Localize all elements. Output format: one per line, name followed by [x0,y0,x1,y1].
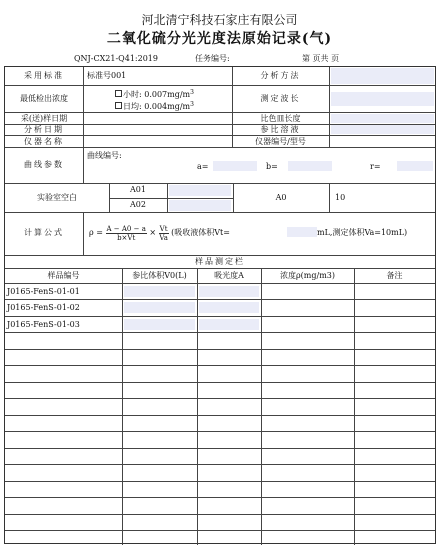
detection-limit-label: 最低检出浓度 [20,94,68,103]
record-sheet [4,66,436,544]
cuvette-field[interactable] [331,114,434,123]
a01-label: A01 [130,185,146,194]
sample-id: J0165-FenS-01-03 [7,320,80,329]
curve-r-field[interactable] [397,161,433,171]
analysis-date-label: 分析日期 [24,125,64,134]
hourly-checkbox[interactable] [115,90,122,97]
formula-note-end: mL,测定体积Va=10mL) [317,228,408,237]
col-header-remarks: 备注 [386,271,403,280]
analysis-method-label: 分析方法 [260,71,301,80]
curve-params-label: 曲线参数 [24,160,64,169]
limit-hourly: 小时: $0.007mg/m^3$ [115,88,194,100]
formula [89,219,230,247]
curve-r-label: r= [370,162,381,171]
a01-field[interactable] [169,185,231,196]
sample-id: J0165-FenS-01-02 [7,303,80,312]
method-standard-label: 采用标准 [24,71,64,80]
formula-numerator: A − A0 − a [106,224,146,233]
col-header-ref-volume: 参比体积V0(L) [132,271,187,280]
cuvette-label: 比色皿长度 [260,114,301,123]
formula-times: × [149,228,157,237]
ref-volume-field-1[interactable] [124,286,195,297]
sampling-date-label: 采(送)样日期 [20,114,68,123]
curve-a-label: a= [197,162,209,171]
limit-daily: 日均: $0.004mg/m^3$ [115,100,194,112]
formula-volume-fraction [159,225,169,242]
absorbent-volume-field[interactable] [287,227,317,237]
col-header-concentration: 浓度ρ(mg/m3) [279,271,336,280]
wavelength-field[interactable] [331,92,434,106]
a0-label: A0 [275,193,287,202]
formula-lhs: ρ = [89,228,103,237]
absorbance-field-3[interactable] [199,319,259,330]
task-number-label: 任务编号: [195,54,230,63]
samples-section-title: 样品测定栏 [195,257,245,266]
formula-vol-denominator: Va [159,233,168,242]
method-standard-value: 标准号001 [87,71,127,80]
formula-vol-numerator: Vt [159,224,168,233]
doc-code: QNJ-CX21-Q41:2019 [74,54,158,63]
reference-solution-label: 参比溶液 [260,125,301,134]
absorbance-field-1[interactable] [199,286,259,297]
daily-checkbox[interactable] [115,102,122,109]
a02-label: A02 [130,200,146,209]
formula-label: 计算公式 [24,228,64,237]
absorbance-field-2[interactable] [199,302,259,313]
a0-value: 10 [335,193,346,202]
curve-b-label: b= [266,162,278,171]
instrument-name-label: 仪器名称 [24,137,64,146]
curve-number-label: 曲线编号: [87,151,122,160]
analysis-method-field[interactable] [331,68,434,84]
curve-b-field[interactable] [288,161,332,171]
instrument-model-label: 仪器编号/型号 [255,137,306,146]
lab-blank-label: 实验室空白 [37,193,77,202]
sample-id: J0165-FenS-01-01 [7,287,80,296]
formula-note-start: (吸收液体积Vt= [171,228,230,237]
a02-field[interactable] [169,200,231,211]
col-header-sample-id: 样品编号 [47,271,80,280]
formula-main-fraction [106,225,147,242]
col-header-absorbance: 吸光度A [214,271,244,280]
ref-volume-field-3[interactable] [124,319,195,330]
ref-volume-field-2[interactable] [124,302,195,313]
form-title: 二氧化硫分光光度法原始记录(气) [106,31,333,47]
curve-a-field[interactable] [213,161,257,171]
wavelength-label: 测定波长 [260,94,301,103]
page-count: 第 页共 页 [302,54,340,63]
formula-denominator: b×Vt [117,233,136,242]
reference-solution-field[interactable] [331,125,434,134]
company-name: 河北清宁科技石家庄有限公司 [141,13,298,27]
